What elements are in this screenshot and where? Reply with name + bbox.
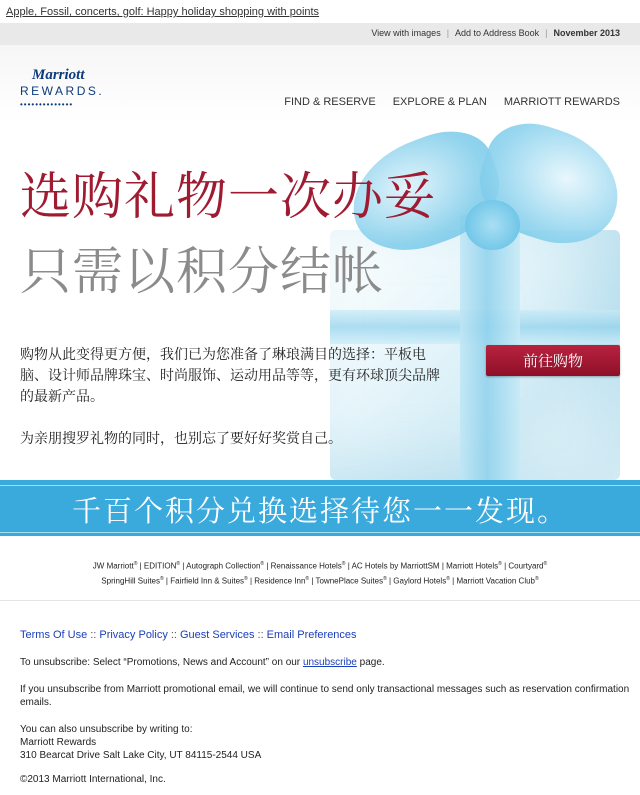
nav-marriott-rewards[interactable]: MARRIOTT REWARDS [503, 96, 620, 108]
shop-now-button[interactable]: 前往购物 [486, 345, 620, 376]
hero-body-text: 购物从此变得更方便，我们已为您准备了琳琅满目的选择：平板电脑、设计师品牌珠宝、时尚服饰、运动用品等等，更有环球顶尖品牌的最新产品。 [20, 347, 440, 405]
marriott-rewards-logo[interactable] [20, 67, 115, 115]
promo-banner[interactable] [0, 480, 640, 536]
privacy-policy-link[interactable]: Privacy Policy [99, 629, 168, 641]
mailing-address [20, 723, 630, 762]
nav-find-reserve[interactable]: FIND & RESERVE [284, 96, 376, 108]
mail-address: 310 Bearcat Drive Salt Lake City, UT 84115-2544 USA [20, 750, 262, 761]
main-nav [284, 96, 620, 108]
preheader [0, 0, 640, 23]
brand-item[interactable]: Marriott Vacation Club [456, 576, 535, 586]
bow-knot [465, 200, 520, 250]
link-separator: :: [90, 629, 97, 641]
brand-item[interactable]: Fairfield Inn & Suites [170, 576, 245, 586]
mail-name: Marriott Rewards [20, 737, 97, 748]
logo-program: REWARDS. [20, 84, 105, 98]
brand-item[interactable]: EDITION [143, 561, 177, 571]
preheader-link[interactable]: Apple, Fossil, concerts, golf: Happy holiday shopping with points [6, 6, 320, 18]
brand-row-1: JW Marriott® | EDITION® | Autograph Collection® | Renaissance Hotels® | AC Hotels by MarriottSM | Marriott Hotels® | Courtyard® [92, 561, 548, 571]
logo-brand: Marriott [32, 67, 85, 83]
headline-secondary: 只需以积分结帐 [20, 243, 385, 302]
brand-item[interactable]: Courtyard [508, 561, 544, 571]
brand-item[interactable]: JW Marriott [92, 561, 134, 571]
footer-links [20, 629, 357, 641]
hero-section [0, 45, 640, 480]
brand-row-2: SpringHill Suites® | Fairfield Inn & Suites® | Residence Inn® | TownePlace Suites® | Gaylord Hotels® | Marriott Vacation Club® [101, 575, 539, 586]
view-with-images-link[interactable]: View with images [371, 28, 441, 38]
unsubscribe-text-end: page. [359, 657, 385, 668]
mail-intro: You can also unsubscribe by writing to: [20, 724, 193, 735]
brand-item[interactable]: TownePlace Suites [315, 576, 384, 586]
promo-banner-text: 千百个积分兑换选择待您一一发现。 [0, 485, 640, 533]
email-preferences-link[interactable]: Email Preferences [266, 629, 357, 641]
copyright: ©2013 Marriott International, Inc. [20, 774, 166, 785]
brand-item[interactable]: Renaissance Hotels [270, 561, 342, 571]
brand-item[interactable]: Gaylord Hotels [393, 576, 447, 586]
unsubscribe-instructions [20, 656, 630, 669]
brand-list [20, 558, 620, 587]
brand-item[interactable]: Residence Inn [254, 576, 306, 586]
unsubscribe-link[interactable]: unsubscribe [302, 657, 357, 668]
nav-explore-plan[interactable]: EXPLORE & PLAN [392, 96, 487, 108]
guest-services-link[interactable]: Guest Services [179, 629, 255, 641]
headline-primary: 选购礼物一次办妥 [20, 168, 437, 227]
unsubscribe-text: To unsubscribe: Select “Promotions, News and Account” on our [20, 657, 301, 668]
brand-item[interactable]: SpringHill Suites [101, 576, 160, 586]
logo-dots: •••••••••••••• [20, 100, 74, 109]
brand-item[interactable]: AC Hotels by MarriottSM [351, 561, 440, 571]
brand-item[interactable]: Autograph Collection [186, 561, 261, 571]
top-utility-bar [0, 23, 640, 45]
hero-body-text-2: 为亲朋搜罗礼物的同时，也别忘了要好好奖赏自己。 [20, 431, 342, 447]
link-separator: :: [257, 629, 264, 641]
unsubscribe-notice: If you unsubscribe from Marriott promotional email, we will continue to send only transactional messages such as reservation confirmation emails. [20, 684, 630, 708]
add-to-address-book-link[interactable]: Add to Address Book [455, 28, 540, 38]
issue-date: November 2013 [553, 28, 620, 38]
divider: | [545, 28, 548, 38]
terms-of-use-link[interactable]: Terms Of Use [20, 629, 88, 641]
divider: | [446, 28, 450, 38]
link-separator: :: [170, 629, 177, 641]
brand-item[interactable]: Marriott Hotels [446, 561, 499, 571]
footer [0, 600, 640, 795]
